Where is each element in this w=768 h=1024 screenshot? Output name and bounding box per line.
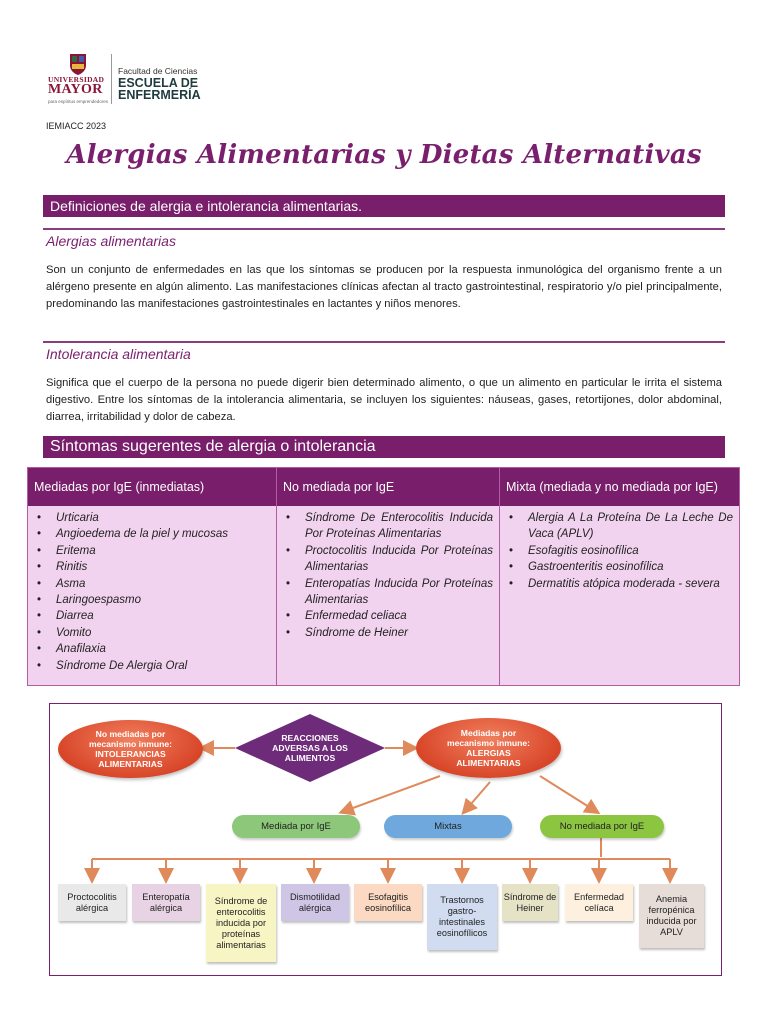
- list-item: • Dermatitis atópica moderada - severa: [506, 576, 733, 592]
- list-item: • Enteropatías Inducida Por Proteínas Alimentarias: [283, 576, 493, 609]
- divider: [43, 341, 725, 343]
- list-item: • Esofagitis eosinofílica: [506, 543, 733, 559]
- university-name: MAYOR: [48, 82, 103, 97]
- list-item: • Gastroenteritis eosinofílica: [506, 559, 733, 575]
- list-item: • Rinitis: [34, 559, 270, 575]
- list-item: • Urticaria: [34, 510, 270, 526]
- subheading-food-allergy: Alergias alimentarias: [46, 233, 176, 249]
- table-column-non-ige: [277, 468, 500, 685]
- section-heading-symptoms: Síntomas sugerentes de alergia o intolerancia: [43, 436, 725, 458]
- document-code: IEMIACC 2023: [46, 121, 107, 131]
- box-eosinophilic-esophagitis: Esofagitis eosinofílica: [354, 884, 422, 921]
- subheading-food-intolerance: Intolerancia alimentaria: [46, 346, 191, 362]
- list-item: • Diarrea: [34, 608, 270, 624]
- oval-line: ALERGIAS: [466, 748, 511, 758]
- oval-line: INTOLERANCIAS: [95, 749, 166, 759]
- center-line: REACCIONES: [281, 733, 339, 743]
- list-item: • Síndrome De Enterocolitis Inducida Por Proteínas Alimentarias: [283, 510, 493, 543]
- box-eosinophilic-gi-disorders: Trastornos gastro-intestinales eosinofílicos: [427, 884, 497, 950]
- table-column-mixed: [500, 468, 739, 685]
- school-name-line2: ENFERMERÍA: [118, 88, 201, 102]
- oval-line: ALIMENTARIAS: [456, 758, 521, 768]
- column-header: Mixta (mediada y no mediada por IgE): [500, 468, 739, 506]
- symptom-list: [500, 506, 739, 592]
- box-celiac-disease: Enfermedad celíaca: [565, 884, 633, 921]
- oval-line: mecanismo inmune:: [446, 738, 531, 748]
- list-item: • Proctocolitis Inducida Por Proteínas Alimentarias: [283, 543, 493, 576]
- box-proctocolitis: Proctocolitis alérgica: [58, 884, 126, 921]
- center-line: ALIMENTOS: [284, 753, 336, 763]
- paragraph-food-intolerance: Significa que el cuerpo de la persona no puede digerir bien determinado alimento, o que un alimento en particular le irrita el sistema digestivo. Entre los síntomas de la intolerancia alimentaria, se incluyen los siguientes: náuseas, gases, retortijones, dolor abdominal, diarrea, irritabilidad y dolor de cabeza.: [46, 377, 722, 423]
- box-iron-deficiency-anemia: Anemia ferropénica inducida por APLV: [639, 884, 704, 948]
- crest-icon: [68, 52, 88, 76]
- list-item: • Eritema: [34, 543, 270, 559]
- classification-diagram: [49, 703, 722, 976]
- table-column-ige: [28, 468, 277, 685]
- divider: [43, 228, 725, 230]
- list-item: • Enfermedad celiaca: [283, 608, 493, 624]
- column-header: No mediada por IgE: [277, 468, 499, 506]
- symptoms-table: [27, 467, 740, 686]
- column-header: Mediadas por IgE (inmediatas): [28, 468, 276, 506]
- university-logo: [46, 50, 216, 108]
- list-item: • Angioedema de la piel y mucosas: [34, 526, 270, 542]
- center-line: ADVERSAS A LOS: [272, 743, 348, 753]
- list-item: • Síndrome De Alergia Oral: [34, 658, 270, 674]
- symptom-list: [28, 506, 276, 674]
- pill-ige-mediated: Mediada por IgE: [232, 815, 360, 838]
- box-fpies: Síndrome de enterocolitis inducida por proteínas alimentarias: [206, 884, 276, 962]
- oval-allergies: [416, 718, 561, 778]
- school-name: [118, 77, 201, 101]
- oval-line: Mediadas por: [460, 728, 517, 738]
- oval-line: No mediadas por: [95, 729, 166, 739]
- list-item: • Asma: [34, 576, 270, 592]
- faculty-name: Facultad de Ciencias: [118, 66, 198, 76]
- oval-line: mecanismo inmune:: [88, 739, 173, 749]
- center-label: [235, 716, 385, 780]
- paragraph-food-allergy: Son un conjunto de enfermedades en las que los síntomas se producen por la respuesta inmunológica del organismo frente a un alérgeno presente en algún alimento. Las manifestaciones clínicas afectan al tracto gastrointestinal, respiratorio y/o piel principalmente, predominando las manifestaciones gastrointestinales en lactantes y niños menores.: [46, 264, 722, 310]
- list-item: • Síndrome de Heiner: [283, 625, 493, 641]
- page-title: Alergias Alimentarias y Dietas Alternativas: [66, 140, 702, 170]
- oval-intolerances: [58, 720, 203, 778]
- pill-mixed: Mixtas: [384, 815, 512, 838]
- pill-non-ige-mediated: No mediada por IgE: [540, 815, 664, 838]
- box-dysmotility: Dismotilidad alérgica: [281, 884, 349, 921]
- school-name-line1: ESCUELA DE: [118, 76, 199, 90]
- list-item: • Vomito: [34, 625, 270, 641]
- section-heading-definitions: Definiciones de alergia e intolerancia alimentarias.: [43, 195, 725, 217]
- list-item: • Laringoespasmo: [34, 592, 270, 608]
- university-name-small: UNIVERSIDAD: [48, 75, 105, 84]
- symptom-list: [277, 506, 499, 641]
- university-tagline: para espíritus emprendedores: [48, 99, 109, 104]
- list-item: • Alergia A La Proteína De La Leche De Vaca (APLV): [506, 510, 733, 543]
- box-enteropathy: Enteropatía alérgica: [132, 884, 200, 921]
- oval-line: ALIMENTARIAS: [98, 759, 163, 769]
- logo-divider: [111, 54, 112, 104]
- box-heiner-syndrome: Síndrome de Heiner: [502, 884, 558, 921]
- list-item: • Anafilaxia: [34, 641, 270, 657]
